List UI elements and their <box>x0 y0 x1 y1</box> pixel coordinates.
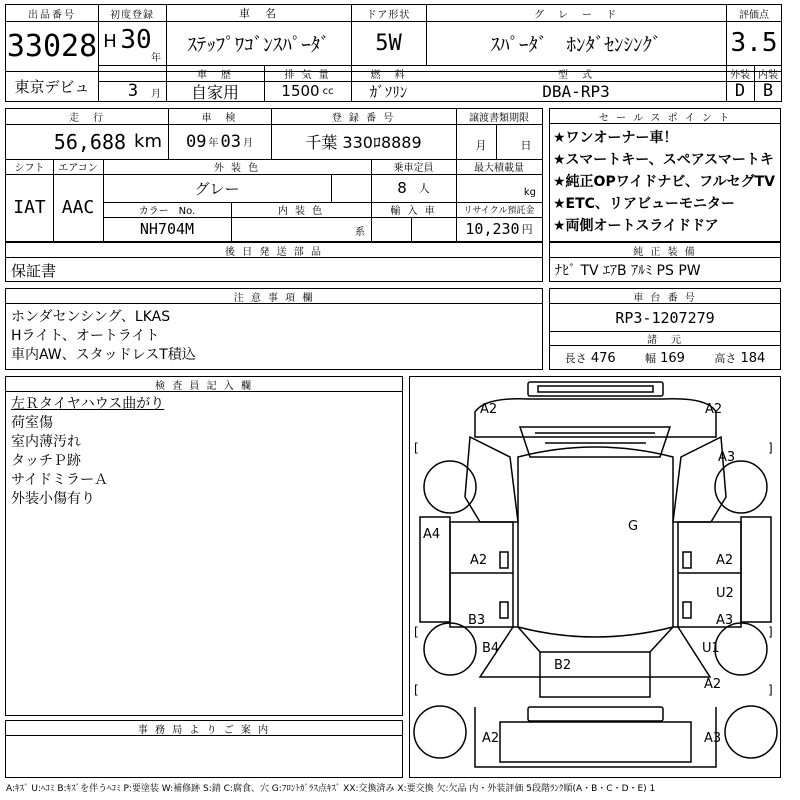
bracket: [ <box>414 441 419 455</box>
exterior-grade: D <box>734 81 746 101</box>
chassis-number: RP3-1207279 <box>615 309 715 327</box>
damage-mark: A3 <box>716 613 734 628</box>
import-header: 輸 入 車 <box>390 206 437 217</box>
damage-mark: A4 <box>423 527 441 542</box>
sales-points <box>549 108 781 242</box>
note-line: Hライト、オートライト <box>11 328 160 344</box>
length-value: 476 <box>590 351 616 366</box>
interior-grade: B <box>762 81 774 101</box>
score: 3.5 <box>730 28 778 58</box>
interior-color-header: 内 装 色 <box>277 206 325 217</box>
plate-number: 千葉 330ﾛ8889 <box>305 133 422 152</box>
damage-mark: A3 <box>704 731 722 746</box>
inspection-month-unit: 月 <box>242 138 253 149</box>
recycle-fee <box>456 217 542 241</box>
bracket: ] <box>768 683 773 697</box>
inspector-line: 外装小傷有り <box>11 491 95 507</box>
interior-header: 内装 <box>758 69 778 81</box>
later-parts <box>5 242 543 282</box>
length-label: 長さ <box>564 352 587 365</box>
chassis-info <box>549 288 781 370</box>
displacement <box>264 81 351 101</box>
first-reg-header: 初度登録 <box>110 9 154 21</box>
color-header: 外 装 色 <box>213 163 261 174</box>
seats-value: 8 <box>397 179 407 197</box>
height-value: 184 <box>740 351 766 366</box>
bracket: ] <box>768 441 773 455</box>
notes-header: 注 意 事 項 欄 <box>6 289 542 304</box>
later-parts-value: 保証書 <box>11 261 57 280</box>
door-type: 5W <box>375 30 402 56</box>
sales-point: ★両側オートスライドドア <box>553 218 719 234</box>
load-header: 最大積載量 <box>474 163 524 174</box>
height <box>714 350 765 366</box>
width <box>645 350 685 366</box>
damage-mark: G <box>628 519 639 534</box>
equipment-header: 純 正 装 備 <box>550 243 780 258</box>
inspector-line: 左Ｒタイヤハウス曲がり <box>11 396 165 412</box>
mileage <box>6 124 168 159</box>
damage-mark: A2 <box>704 677 722 692</box>
first-reg-year-unit: 年 <box>151 52 161 63</box>
vehicle-info-block <box>5 108 543 242</box>
shift: IAT <box>13 197 46 218</box>
mileage-value: 56,688 <box>53 129 127 154</box>
transfer-header: 譲渡書類期限 <box>469 113 529 124</box>
seats <box>371 174 456 202</box>
dims-header: 諸 元 <box>550 331 780 346</box>
grade: ｽﾊﾟｰﾀﾞ ﾎﾝﾀﾞｾﾝｼﾝｸﾞ <box>490 33 662 56</box>
ac: AAC <box>61 197 95 218</box>
sales-point: ★純正OPワイドナビ、フルセグTV <box>553 174 775 190</box>
damage-mark: B3 <box>468 613 486 628</box>
ac-header: エアコン <box>58 163 98 174</box>
first-reg-year: 30 <box>120 25 152 55</box>
inspector-lines <box>11 395 164 509</box>
displacement-header: 排 気 量 <box>284 69 331 81</box>
plate-header: 登 録 番 号 <box>331 113 396 124</box>
later-parts-header: 後 日 発 送 部 品 <box>6 243 542 258</box>
damage-mark: A2 <box>482 731 500 746</box>
load-unit: kg <box>523 186 536 198</box>
mileage-header: 走 行 <box>69 113 105 124</box>
fuel-header: 燃 料 <box>370 69 407 81</box>
car-outline <box>410 377 779 776</box>
displacement-unit: cc <box>322 85 334 97</box>
note-line: 車内AW、スタッドレスT積込 <box>11 347 196 363</box>
sales-points-header: セ ー ル ス ポ イ ン ト <box>550 109 780 124</box>
recycle-unit: 円 <box>521 223 533 236</box>
sales-points-list <box>553 127 780 237</box>
seats-header: 乗車定員 <box>393 163 434 174</box>
damage-mark: A3 <box>718 450 736 465</box>
inspector-line: タッチＰ跡 <box>11 453 81 469</box>
model-code: DBA-RP3 <box>542 81 610 101</box>
header-block <box>5 4 782 102</box>
notes <box>5 288 543 370</box>
damage-mark: B2 <box>554 658 572 673</box>
inspector-header: 検 査 員 記 入 欄 <box>6 377 402 392</box>
height-label: 高さ <box>714 352 737 365</box>
history-header: 車 歴 <box>197 69 233 81</box>
inspection-year: 09 <box>186 131 207 152</box>
office-notice <box>5 720 403 778</box>
inspection-year-unit: 年 <box>208 138 219 149</box>
first-reg-month-unit: 月 <box>151 88 161 99</box>
model-header: 型 式 <box>558 69 594 81</box>
damage-mark: A2 <box>470 553 488 568</box>
length <box>565 350 616 366</box>
inspector-notes <box>5 376 403 716</box>
mileage-unit: km <box>134 131 162 152</box>
inspector-line: 室内薄汚れ <box>11 434 81 450</box>
inspection-month: 03 <box>220 131 241 152</box>
damage-mark: U2 <box>716 586 734 601</box>
damage-mark: A2 <box>480 402 498 417</box>
inspection-date <box>168 124 271 159</box>
chassis-header: 車 台 番 号 <box>550 289 780 304</box>
shift-header: シフト <box>14 163 45 174</box>
lot-header: 出品番号 <box>28 9 76 21</box>
sales-point: ★ETC、リアビューモニター <box>553 196 735 212</box>
width-value: 169 <box>660 351 685 366</box>
recycle-header: リサイクル預託金 <box>463 206 535 216</box>
standard-equipment <box>549 242 781 282</box>
exterior-color: グレー <box>194 179 240 198</box>
damage-mark: A2 <box>716 553 734 568</box>
inspection-header: 車 検 <box>201 113 238 124</box>
bracket: ] <box>768 625 773 639</box>
car-name: ｽﾃｯﾌﾟﾜｺﾞﾝｽﾊﾟｰﾀﾞ <box>187 33 330 56</box>
exterior-header: 外装 <box>730 69 750 81</box>
inspector-line: サイドミラーＡ <box>11 472 109 488</box>
width-label: 幅 <box>645 352 656 365</box>
damage-mark: U1 <box>702 641 720 656</box>
displacement-value: 1500 <box>281 82 320 100</box>
recycle-value: 10,230 <box>465 220 520 238</box>
note-line: ホンダセンシング、LKAS <box>11 309 171 325</box>
venue: 東京デビュ <box>14 77 90 96</box>
damage-mark: B4 <box>482 641 500 656</box>
dims <box>550 347 780 369</box>
notes-lines <box>11 308 196 365</box>
bracket: [ <box>414 683 419 697</box>
sales-point: ★スマートキー、スペアスマートキ <box>553 152 774 168</box>
grade-header: グ レ ー ド <box>534 9 618 21</box>
legend: A:ｷｽﾞ U:ﾍｺﾐ B:ｷｽﾞを伴うﾍｺﾐ P:要塗装 W:補修跡 S:錆 C:腐食、穴 G:ﾌﾛﾝﾄｶﾞﾗｽ点ｷｽﾞ XX:交換済み X:要交換 欠:欠品 内・外装評価 5段階ﾗﾝｸ順(A・B・C・D・E) 1 <box>6 784 656 794</box>
interior-color-unit: 系 <box>355 226 365 237</box>
first-reg-month: 3 <box>127 81 139 101</box>
transfer-month-unit: 月 <box>475 139 487 152</box>
lot-number: 33028 <box>6 28 98 64</box>
fuel: ｶﾞｿﾘﾝ <box>369 82 408 101</box>
seats-unit: 人 <box>418 182 430 195</box>
first-reg-era: H <box>103 30 117 52</box>
sales-point: ★ワンオーナー車！ <box>553 130 678 146</box>
color-no: NH704M <box>139 220 195 238</box>
transfer-day-unit: 日 <box>520 139 532 152</box>
damage-mark: A2 <box>705 402 723 417</box>
door-header: ドア形状 <box>366 9 411 21</box>
history: 自家用 <box>190 82 239 101</box>
equipment-value: ﾅﾋﾞ TV ｴｱB ｱﾙﾐ PS PW <box>555 263 701 279</box>
score-header: 評価点 <box>739 9 769 21</box>
color-no-header: カラー No. <box>138 206 196 217</box>
bracket: [ <box>414 625 419 639</box>
damage-diagram <box>409 376 781 778</box>
car-name-header: 車 名 <box>239 7 278 20</box>
office-header: 事 務 局 よ り ご 案 内 <box>6 721 402 736</box>
inspector-line: 荷室傷 <box>11 415 53 431</box>
